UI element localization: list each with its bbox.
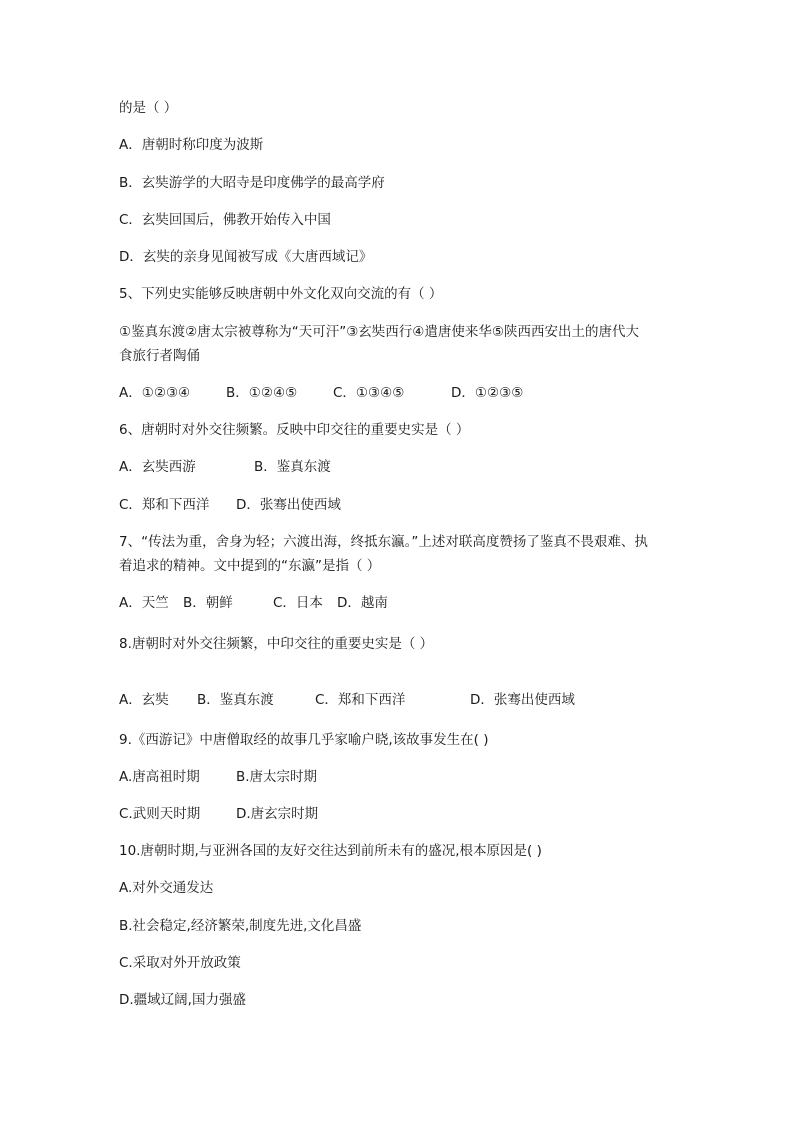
question-7-option-a: A．天竺 [119, 595, 169, 611]
question-6-option-c: C．郑和下西洋 [119, 497, 210, 513]
question-6-option-b: B．鉴真东渡 [254, 459, 331, 475]
question-7-options [119, 593, 388, 613]
question-5-option-a: A．①②③④ [119, 385, 191, 401]
question-5-options [119, 383, 523, 403]
question-5-option-b: B．①②④⑤ [226, 385, 298, 401]
question-8-option-c: C．郑和下西洋 [315, 692, 406, 708]
question-8-option-d: D．张骞出使西域 [470, 692, 575, 708]
question-10-stem: 10.唐朝时期,与亚洲各国的友好交往达到前所未有的盛况,根本原因是( ) [119, 843, 542, 859]
question-9-option-d: D.唐玄宗时期 [236, 806, 319, 822]
question-9-option-a: A.唐高祖时期 [119, 769, 200, 785]
question-8-option-a: A．玄奘 [119, 692, 169, 708]
question-10-option-d: D.疆域辽阔,国力强盛 [119, 992, 246, 1008]
question-4-option-a: A．唐朝时称印度为波斯 [119, 137, 264, 153]
question-8-option-b: B．鉴真东渡 [197, 692, 274, 708]
question-5-stem: 5、下列史实能够反映唐朝中外文化双向交流的有（ ） [119, 286, 443, 302]
question-10-option-c: C.采取对外开放政策 [119, 955, 241, 971]
question-9-option-c: C.武则天时期 [119, 806, 201, 822]
question-4-option-d: D．玄奘的亲身见闻被写成《大唐西域记》 [119, 249, 373, 265]
question-6-options-row-2 [119, 495, 341, 515]
question-5-items-line-2: 食旅行者陶俑 [119, 348, 200, 364]
question-9-options-row-1 [119, 767, 317, 787]
question-4-stem-end: 的是（ ） [119, 100, 178, 116]
question-6-option-a: A．玄奘西游 [119, 459, 196, 475]
question-7-stem-line-2: 着追求的精神。文中提到的“东瀛”是指（ ） [119, 558, 381, 574]
question-9-option-b: B.唐太宗时期 [236, 769, 318, 785]
question-7-option-c: C．日本 [273, 595, 323, 611]
question-5-option-d: D．①②③⑤ [451, 385, 524, 401]
question-10-option-b: B.社会稳定,经济繁荣,制度先进,文化昌盛 [119, 918, 362, 934]
question-8-stem: 8.唐朝时对外交往频繁，中印交往的重要史实是（ ） [119, 636, 434, 652]
question-7-option-b: B．朝鲜 [183, 595, 233, 611]
question-6-options-row-1 [119, 457, 331, 477]
question-8-options [119, 690, 575, 710]
question-9-options-row-2 [119, 804, 318, 824]
question-10-option-a: A.对外交通发达 [119, 880, 214, 896]
question-5-option-c: C．①③④⑤ [333, 385, 405, 401]
question-7-option-d: D．越南 [337, 595, 388, 611]
question-4-option-c: C．玄奘回国后，佛教开始传入中国 [119, 212, 331, 228]
question-9-stem: 9.《西游记》中唐僧取经的故事几乎家喻户晓,该故事发生在( ) [119, 732, 489, 748]
question-5-items-line-1: ①鉴真东渡②唐太宗被尊称为“天可汗”③玄奘西行④遣唐使来华⑤陕西西安出土的唐代大 [119, 324, 639, 340]
question-4-option-b: B．玄奘游学的大昭寺是印度佛学的最高学府 [119, 175, 385, 191]
question-6-stem: 6、唐朝时对外交往频繁。反映中印交往的重要史实是（ ） [119, 422, 470, 438]
question-6-option-d: D．张骞出使西域 [236, 497, 341, 513]
question-7-stem-line-1: 7、“传法为重，舍身为轻；六渡出海，终抵东瀛。”上述对联高度赞扬了鉴真不畏艰难、执 [119, 534, 648, 550]
